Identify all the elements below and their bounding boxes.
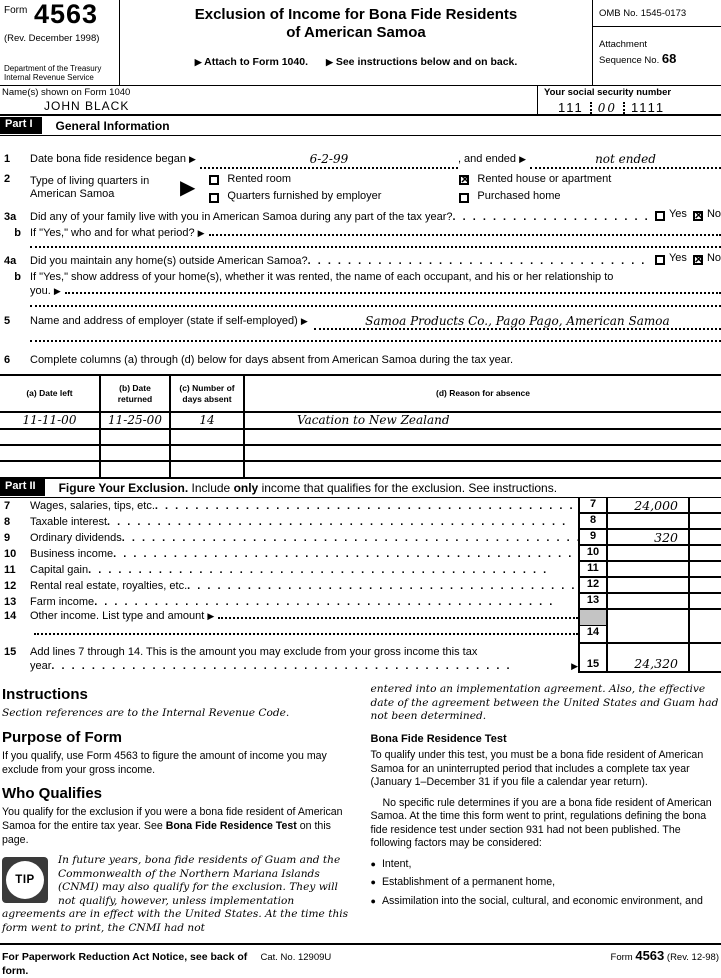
line13-box: 13 (578, 594, 608, 610)
col-header-days-absent: (c) Number of days absent (170, 375, 244, 412)
ssn-part3: 1111 (631, 99, 666, 115)
line3b-text: If "Yes," who and for what period? (30, 226, 195, 239)
tip-text: In future years, bona fide residents of Guam and the Commonwealth of the Northern Mariana Islands (CNMI) may also qualify for the exclusion. They will not qualify, however, unless implementation agreements are in effect with the United States. At the time this form went to print, the CNMI had not (2, 854, 349, 934)
line4b-field[interactable] (65, 292, 721, 294)
form-number: 4563 (34, 0, 99, 29)
table-row (0, 412, 721, 429)
line1 (0, 151, 721, 169)
line5-number: 5 (4, 314, 11, 327)
ssn-separator (623, 102, 625, 114)
line11-amount[interactable] (608, 562, 688, 578)
checkbox-4a-yes[interactable] (655, 255, 665, 265)
line2 (0, 173, 721, 205)
arrow-icon: ▶ (197, 227, 205, 238)
line1-text: Date bona fide residence began (30, 152, 186, 165)
line11-cents[interactable] (688, 562, 721, 578)
dept-line1: Department of the Treasury (4, 63, 102, 73)
cell-reason[interactable] (244, 461, 721, 477)
line4a-number: 4a (4, 255, 17, 268)
cell-days-absent[interactable] (170, 429, 244, 445)
line3a-yes[interactable]: Yes (655, 208, 687, 222)
dot-leader (122, 532, 578, 544)
dot-leader (187, 580, 578, 592)
line12-cents[interactable] (688, 578, 721, 594)
cell-date-left[interactable] (0, 429, 100, 445)
attachment-number: 68 (661, 51, 677, 67)
form-id-block (0, 0, 120, 85)
table-row (0, 429, 721, 445)
line7: 7 Wages, salaries, tips, etc. . . 7 24,000 (0, 498, 721, 514)
ssn-separator (590, 102, 592, 114)
line12: 12 Rental real estate, royalties, etc. . . 12 (0, 578, 721, 594)
checkbox-purchased-home[interactable] (459, 193, 469, 203)
tip-block (2, 854, 351, 935)
line3b (0, 227, 721, 241)
line3a-number: 3a (4, 210, 17, 223)
part1-title: General Information (55, 118, 170, 133)
instructions-left-column (2, 683, 351, 935)
paperwork-notice: For Paperwork Reduction Act Notice, see back of form. (2, 951, 248, 977)
factor-bullet: ● Assimilation into the social, cultural, and economic environment, and (370, 894, 703, 907)
ssn-part1: 111 (558, 99, 584, 115)
form-header (0, 0, 721, 86)
line3a-no[interactable]: ✕ No (693, 208, 721, 222)
line8: 8 Taxable interest . . 8 (0, 514, 721, 530)
line15: 15 Add lines 7 through 14. This is the amount you may exclude from your gross income this tax year . . ▶ 15 24,320 (0, 644, 721, 674)
arrow-icon: ▶ (207, 610, 215, 621)
line14: 14 Other income. List type and amount ▶ 14 (0, 610, 721, 644)
bullet-icon: ● (370, 858, 376, 869)
table-row (0, 461, 721, 477)
line4a-no[interactable]: ✕ No (693, 252, 721, 266)
line11: 11 Capital gain . . 11 (0, 562, 721, 578)
cell-reason[interactable] (244, 429, 721, 445)
form-title-line2: of American Samoa (286, 24, 426, 41)
who-qualifies-text: You qualify for the exclusion if you were a bona fide resident of American Samoa for the entire tax year. See Bona Fide Residence Test on this page. (2, 806, 343, 846)
line12-amount[interactable] (608, 578, 688, 594)
bullet-icon: ● (370, 877, 376, 888)
line1-number: 1 (4, 152, 11, 165)
line4a-yes[interactable]: Yes (655, 252, 687, 266)
instructions-right-column (371, 683, 720, 935)
dot-leader (308, 255, 649, 267)
form-revision: (Rev. December 1998) (4, 32, 100, 44)
bona-fide-text2: No specific rule determines if you are a bona fide resident of American Samoa. At the time this form went to print, regulations defining the bona fide residence test under section 931 had not been published. The following factors may be considered: (370, 796, 712, 850)
line2-text: Type of living quarters in American Samoa (30, 174, 150, 201)
cell-date-returned[interactable]: 11-25-00 (100, 412, 170, 429)
line5 (0, 313, 721, 331)
arrow-icon: ▶ (194, 57, 202, 67)
dot-leader (88, 564, 578, 576)
line7-box: 7 (578, 498, 608, 514)
name-field[interactable]: JOHN BLACK (44, 98, 130, 113)
dept-line2: Internal Revenue Service (4, 73, 94, 83)
employer-field[interactable]: Samoa Products Co., Pago Pago, American Samoa (314, 313, 721, 331)
line4b-number: b (14, 271, 21, 283)
write-in-rule (30, 340, 721, 342)
col-header-date-left: (a) Date left (0, 375, 100, 412)
factor-bullet: ● Establishment of a permanent home, (370, 876, 556, 889)
bona-fide-text1: To qualify under this test, you must be a bona fide resident of American Samoa for an uninterrupted period that includes a complete tax year (January 1–December 31 if you file a calendar year return). (370, 748, 704, 789)
exclusion-grid (0, 498, 721, 674)
checkbox-3a-yes[interactable] (655, 211, 665, 221)
part2-label: Part II (0, 479, 45, 496)
section-references: Section references are to the Internal Revenue Code. (2, 707, 290, 720)
who-qualifies-heading: Who Qualifies (2, 785, 103, 803)
line10: 10 Business income . . 10 (0, 546, 721, 562)
cell-days-absent[interactable] (170, 445, 244, 461)
cell-date-left[interactable] (0, 461, 100, 477)
line3a (0, 208, 721, 225)
part2-title: Figure Your Exclusion. Include only income that qualifies for the exclusion. See instructions. (58, 480, 558, 495)
cell-date-left[interactable]: 11-11-00 (0, 412, 100, 429)
line8-amount[interactable] (608, 514, 688, 530)
write-in-rule (30, 246, 721, 248)
arrow-icon: ▶ (189, 153, 196, 164)
line6-number: 6 (4, 354, 11, 367)
cell-date-left[interactable] (0, 445, 100, 461)
line4b (0, 271, 721, 285)
line7-cents[interactable] (688, 498, 721, 514)
col-header-reason: (d) Reason for absence (244, 375, 721, 412)
see-note: ▶ See instructions below and on back. (326, 56, 518, 68)
col-header-date-returned: (b) Date returned (100, 375, 170, 412)
name-label: Name(s) shown on Form 1040 (2, 87, 131, 98)
cell-reason[interactable] (244, 445, 721, 461)
form-word: Form (4, 5, 28, 16)
factor-bullet: ● Intent, (370, 857, 412, 870)
line4a-text: Did you maintain any home(s) outside American Samoa? (30, 255, 308, 268)
form-title-block (120, 0, 592, 85)
checkbox-quarters-employer[interactable] (209, 193, 219, 203)
purpose-heading: Purpose of Form (2, 728, 123, 746)
checkbox-4a-no[interactable] (693, 255, 703, 265)
form-title-line1: Exclusion of Income for Bona Fide Residents (194, 6, 518, 23)
ssn-field[interactable] (544, 100, 721, 116)
line4b-text2: you. (30, 284, 51, 297)
dot-leader (113, 548, 578, 560)
checkbox-3a-no[interactable] (693, 211, 703, 221)
line6 (0, 354, 721, 368)
line15-amount[interactable]: 24,320 (608, 644, 688, 674)
name-ssn-row (0, 86, 721, 116)
line3a-text: Did any of your family live with you in American Samoa during any part of the tax year? (30, 210, 453, 223)
instructions-heading: Instructions (2, 686, 88, 704)
line8-cents[interactable] (688, 514, 721, 530)
option-rented-house[interactable]: ✕ Rented house or apartment (459, 173, 721, 187)
write-in-rule (30, 305, 721, 307)
checkbox-rented-house[interactable] (459, 175, 469, 185)
bona-fide-heading: Bona Fide Residence Test (370, 732, 507, 745)
arrow-icon: ▶ (519, 153, 527, 164)
ssn-part2: 00 (597, 100, 618, 115)
dot-leader (51, 660, 571, 672)
table-row (0, 445, 721, 461)
checkbox-rented-room[interactable] (209, 175, 219, 185)
omb-number: OMB No. 1545-0173 (593, 0, 721, 27)
cell-days-absent[interactable]: 14 (170, 412, 244, 429)
line6-text: Complete columns (a) through (d) below for days absent from American Samoa during the tax year. (30, 354, 514, 367)
cell-date-returned[interactable] (100, 429, 170, 445)
footer-form-id: Form 4563 (Rev. 12-98) (610, 948, 719, 964)
option-purchased-home[interactable]: Purchased home (459, 190, 721, 204)
line3b-field[interactable] (209, 234, 721, 236)
guam-continuation-text: entered into an implementation agreement. Also, the effective date of the agreement between the United States and Guam had not been determined. (370, 683, 719, 723)
line9: 9 Ordinary dividends . . 9 320 (0, 530, 721, 546)
line10-amount[interactable] (608, 546, 688, 562)
arrow-icon: ▶ (53, 285, 61, 296)
line7-amount[interactable]: 24,000 (608, 498, 688, 514)
line14-cents[interactable] (688, 610, 721, 644)
cell-date-returned[interactable] (100, 461, 170, 477)
cell-days-absent[interactable] (170, 461, 244, 477)
part1-bar (0, 117, 721, 136)
line9-box: 9 (578, 530, 608, 546)
arrow-icon: ▶ (571, 660, 578, 671)
line15-cents[interactable] (688, 644, 721, 674)
line9-amount[interactable]: 320 (608, 530, 688, 546)
option-quarters-employer[interactable]: Quarters furnished by employer (209, 190, 459, 204)
arrow-icon: ▶ (326, 57, 333, 67)
cell-date-returned[interactable] (100, 445, 170, 461)
omb-attachment-block (592, 0, 721, 85)
purpose-text: If you qualify, use Form 4563 to figure the amount of income you may exclude from your gross income. (2, 750, 327, 776)
residence-began-field[interactable]: 6-2-99 (200, 151, 458, 169)
line3b-number: b (14, 226, 21, 239)
residence-ended-field[interactable]: not ended (530, 151, 721, 169)
line13-cents[interactable] (688, 594, 721, 610)
line14-box: 14 (586, 625, 600, 638)
absence-table (0, 374, 721, 477)
line5-text: Name and address of employer (state if self-employed) (30, 314, 298, 327)
part1-label: Part I (0, 117, 42, 134)
tip-icon: TIP (2, 857, 48, 903)
line13-amount[interactable] (608, 594, 688, 610)
other-income-field[interactable] (218, 617, 578, 619)
dot-leader (155, 500, 578, 512)
line14-shaded-cell (580, 610, 606, 626)
dot-leader (107, 516, 578, 528)
line10-box: 10 (578, 546, 608, 562)
option-rented-room[interactable]: Rented room (209, 173, 459, 187)
catalog-number: Cat. No. 12909U (260, 952, 332, 964)
line13: 13 Farm income . . 13 (0, 594, 721, 610)
line10-cents[interactable] (688, 546, 721, 562)
cell-reason[interactable]: Vacation to New Zealand (244, 412, 721, 429)
arrow-icon: ▶ (180, 177, 196, 200)
form-footer (0, 943, 721, 977)
line9-cents[interactable] (688, 530, 721, 546)
line4b-cont (0, 285, 721, 299)
part2-bar (0, 477, 721, 498)
bullet-icon: ● (370, 895, 376, 906)
attach-note: ▶ Attach to Form 1040. (194, 56, 308, 68)
line1-ended-text: , and ended (457, 152, 517, 165)
instructions-section (0, 673, 721, 935)
write-in-rule (34, 633, 578, 635)
line12-box: 12 (578, 578, 608, 594)
attachment-sequence: Attachment Sequence No. 68 (599, 38, 677, 67)
line14-amount[interactable] (608, 610, 688, 644)
arrow-icon: ▶ (300, 315, 308, 326)
line8-box: 8 (578, 514, 608, 530)
dot-leader (94, 596, 578, 608)
line2-number: 2 (4, 172, 11, 185)
line11-box: 11 (578, 562, 608, 578)
line4a (0, 252, 721, 269)
ssn-label: Your social security number (544, 87, 672, 98)
dot-leader (453, 211, 649, 223)
line15-box: 15 (578, 644, 608, 674)
line4b-text: If "Yes," show address of your home(s), whether it was rented, the name of each occupant, and his or her relationship to (30, 271, 614, 283)
